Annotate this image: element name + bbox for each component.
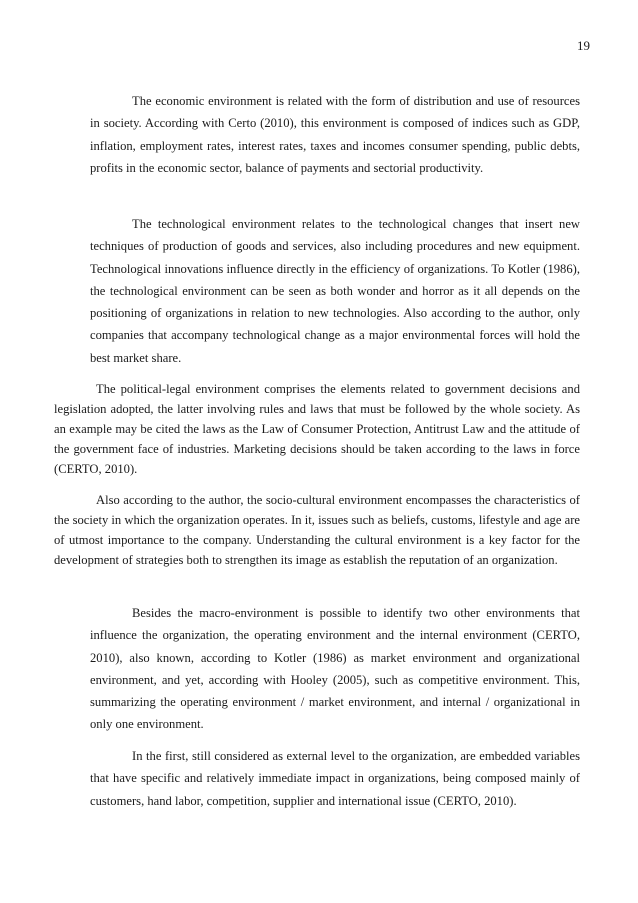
- paragraph-external-level: In the first, still considered as external level to the organization, are embedded variables that have specific and relatively immediate impact in organizations, being composed mainly of customers, hand labor, competition, supplier and international issue (CERTO, 2010).: [90, 749, 580, 808]
- paragraph-political-legal-environment: The political-legal environment comprises the elements related to government decisions and legislation adopted, the latter involving rules and laws that must be followed by the whole society. As an example may be cited the laws as the Law of Consumer Protection, Antitrust Law and the attitude of the government face of industries. Marketing decisions should be taken according to the laws in force (CERTO, 2010).: [54, 382, 580, 477]
- paragraph-technological-environment: The technological environment relates to the technological changes that insert new techniques of production of goods and services, also including procedures and new equipment. Technological innovations influence directly in the efficiency of organizations. To Kotler (1986), the technological environment can be seen as both wonder and horror as it all depends on the positioning of organizations in relation to new technologies. Also according to the author, only companies that accompany technological change as a major environmental forces will hold the best market share.: [90, 217, 580, 365]
- paragraph-socio-cultural-environment: Also according to the author, the socio-cultural environment encompasses the characteristics of the society in which the organization operates. In it, issues such as beliefs, customs, lifestyle and age are of utmost importance to the company. Understanding the cultural environment is a key factor for the development of strategies both to strengthen its image as establish the reputation of an organization.: [54, 493, 580, 568]
- paragraph-operating-internal-environment: Besides the macro-environment is possible to identify two other environments that influence the organization, the operating environment and the internal environment (CERTO, 2010), also known, according to Kotler (1986) as market environment and organizational environment, and yet, according with Hooley (2005), such as competitive environment. This, summarizing the operating environment / market environment, and internal / organizational in only one environment.: [90, 606, 580, 732]
- page-number: 19: [577, 38, 590, 53]
- paragraph-economic-environment: The economic environment is related with the form of distribution and use of resources in society. According with Certo (2010), this environment is composed of indices such as GDP, inflation, employment rates, interest rates, taxes and incomes consumer spending, public debts, profits in the economic sector, balance of payments and sectorial productivity.: [90, 94, 580, 175]
